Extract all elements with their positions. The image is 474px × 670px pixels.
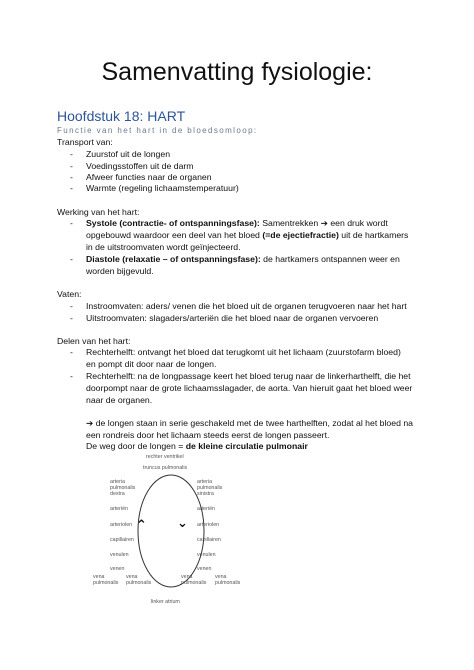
page-title: Samenvatting fysiologie: [101,58,373,86]
label-right: venulen [197,552,216,558]
left-half-line-3: naar de organen. [86,395,153,405]
label-vena-pulmonalis: pulmonalis [215,580,241,586]
label-right: sinistra [197,491,214,497]
label-left: dextra [110,491,125,497]
label-left: capillairen [110,537,134,543]
list-dash: - [70,172,73,182]
label-vena-pulmonalis: vena [181,574,193,580]
list-dash: - [70,313,73,323]
label-right: arteriën [197,506,215,512]
label-vena-pulmonalis: vena [126,574,138,580]
list-dash: - [70,254,73,264]
list-item: Voedingsstoffen uit de darm [86,161,194,171]
chapter-subtitle: Functie van het hart in de bloedsomloop: [57,126,258,135]
right-half-line-1: Rechterhelft: ontvangt het bloed dat terugkomt uit het lichaam (zuurstofarm bloed) [86,347,401,357]
label-left: arteria [110,479,126,485]
label-linker-atrium: linker atrium [151,599,180,605]
pulmonary-circulation-diagram [89,451,253,609]
list-item: Afweer functies naar de organen [86,172,212,182]
label-left: venen [110,566,125,572]
diastole-line [86,254,400,265]
list-dash: - [70,161,73,171]
vaten-heading: Vaten: [57,289,82,299]
label-left: arteriolen [110,522,133,528]
systole-term: Systole (contractie- of ontspanningsfase): [86,218,260,228]
left-half-line-2: doorpompt naar de grote lichaamsslagader, de aorta. Van hieruit gaat het bloed weer [86,383,413,393]
label-right: arteriolen [197,522,220,528]
list-dash: - [70,183,73,193]
chapter-heading: Hoofdstuk 18: HART [57,108,186,124]
systole-line-3: in de uitstroomvaten wordt geïnjecteerd. [86,242,241,252]
systole-text-2c: uit de hartkamers [338,230,409,240]
list-item: Instroomvaten: aders/ venen die het bloed uit de organen terugvoeren naar het hart [86,301,407,311]
systole-text: Samentrekken ➔ een druk wordt [259,218,388,228]
systole-line [86,218,388,229]
label-right: pulmonalis [197,485,223,491]
label-left: pulmonalis [110,485,136,491]
list-dash: - [70,218,73,228]
label-rechter-ventrikel: rechter ventrikel [146,454,184,460]
transport-heading: Transport van: [57,137,113,147]
werking-heading: Werking van het hart: [57,207,140,217]
serie-line-1: ➔ de longen staan in serie geschakeld met de twee harthelften, zodat al het bloed na [86,418,414,428]
diastole-term: Diastole (relaxatie – of ontspanningsfase): [86,254,261,264]
label-vena-pulmonalis: vena [93,574,105,580]
label-vena-pulmonalis: pulmonalis [126,580,152,586]
right-half-line-2: en pompt dit door naar de longen. [86,359,217,369]
diastole-line-2: worden bijgevuld. [86,266,154,276]
delen-heading: Delen van het hart: [57,336,131,346]
label-vena-pulmonalis: vena [215,574,227,580]
list-dash: - [70,301,73,311]
down-arrow-icon: ⌄ [177,515,188,530]
diastole-text: de hartkamers ontspannen weer en [260,254,400,264]
list-dash: - [70,347,73,357]
label-right: arteria [197,479,213,485]
label-vena-pulmonalis: pulmonalis [181,580,207,586]
label-right: capillairen [197,537,221,543]
list-dash: - [70,371,73,381]
serie-line-2: een rondreis door het lichaam steeds eerst de longen passeert. [86,430,330,440]
label-truncus-pulmonalis: truncus pulmonalis [143,465,188,471]
label-left: arteriën [110,506,128,512]
list-item: Zuurstof uit de longen [86,149,171,159]
kleine-circulatie-term: de kleine circulatie pulmonair [185,441,308,451]
weg-text: De weg door de longen = [86,441,186,451]
list-dash: - [70,149,73,159]
ejectiefractie-term: (=de ejectiefractie) [262,230,339,240]
label-left: venulen [110,552,129,558]
systole-line-2 [86,230,408,241]
left-half-line-1: Rechterhelft: na de longpassage keert het bloed terug naar de linkerharthelft, die het [86,371,411,381]
list-item: Uitstroomvaten: slagaders/arteriën die het bloed naar de organen vervoeren [86,313,379,323]
systole-text-2a: opgebouwd waardoor een deel van het bloed [86,230,263,240]
label-right: venen [197,566,212,572]
label-vena-pulmonalis: pulmonalis [93,580,119,586]
up-arrow-icon: ⌃ [136,517,147,532]
list-item: Warmte (regeling lichaamstemperatuur) [86,183,239,193]
